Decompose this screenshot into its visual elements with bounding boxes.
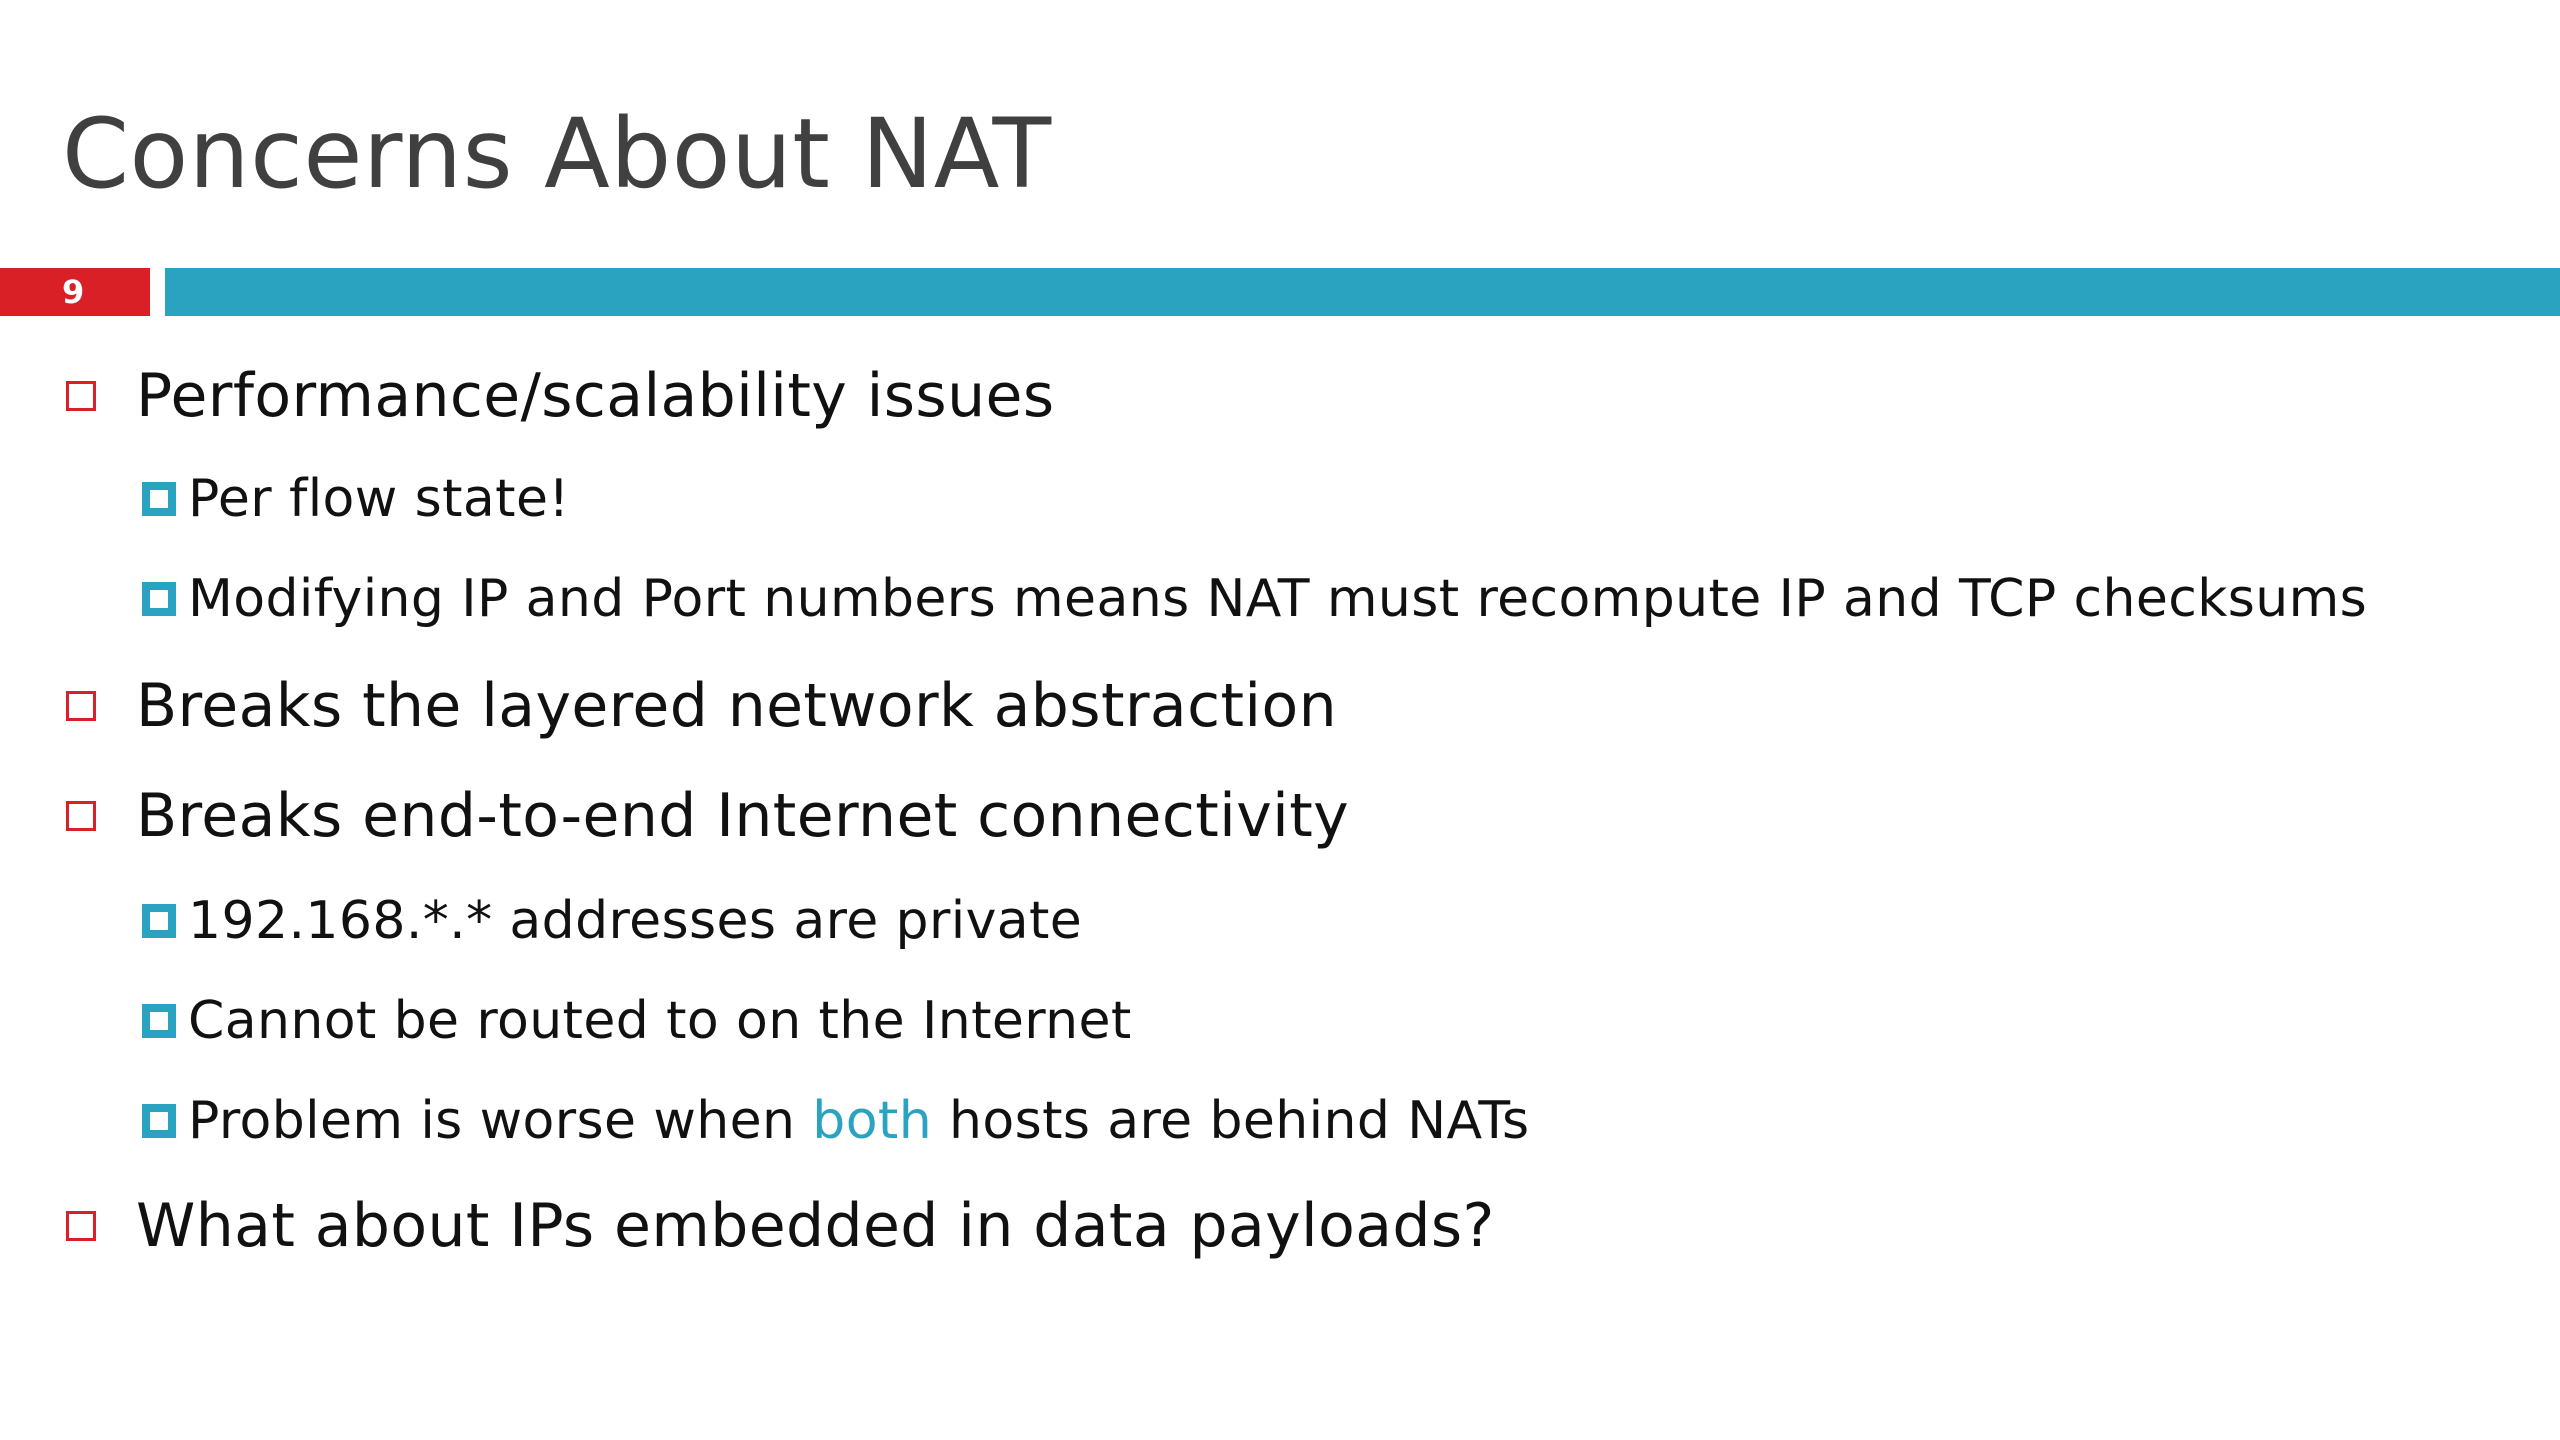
sub-bullet-item (142, 562, 2367, 636)
bullet-item (66, 354, 1054, 438)
square-bullet-icon (66, 691, 96, 721)
bullet-item (66, 1184, 1495, 1268)
sub-bullet-text: 192.168.*.* addresses are private (188, 891, 1083, 951)
slide-title: Concerns About NAT (62, 98, 1052, 210)
bullet-text: Breaks the layered network abstraction (136, 671, 1338, 741)
sub-bullet-text: Modifying IP and Port numbers means NAT must recompute IP and TCP checksums (188, 569, 2368, 629)
highlighted-word: both (812, 1091, 933, 1151)
bullet-text: What about IPs embedded in data payloads? (136, 1191, 1495, 1261)
filled-square-bullet-icon (142, 904, 176, 938)
filled-square-bullet-icon (142, 582, 176, 616)
sub-bullet-item (142, 462, 570, 536)
filled-square-bullet-icon (142, 1004, 176, 1038)
sub-bullet-item (142, 884, 1082, 958)
sub-bullet-text: Per flow state! (188, 469, 570, 529)
header-accent-bar (165, 268, 2560, 316)
square-bullet-icon (66, 381, 96, 411)
square-bullet-icon (66, 1211, 96, 1241)
sub-bullet-text: Cannot be routed to on the Internet (188, 991, 1132, 1051)
square-bullet-icon (66, 801, 96, 831)
sub-bullet-text (188, 1084, 1529, 1158)
bullet-text: Performance/scalability issues (136, 361, 1055, 431)
bullet-item (66, 774, 1349, 858)
sub-bullet-item (142, 1084, 1529, 1158)
sub-bullet-item (142, 984, 1132, 1058)
sub-bullet-text-after: hosts are behind NATs (932, 1091, 1530, 1151)
bullet-text: Breaks end-to-end Internet connectivity (136, 781, 1350, 851)
filled-square-bullet-icon (142, 482, 176, 516)
sub-bullet-text-before: Problem is worse when (188, 1091, 813, 1151)
filled-square-bullet-icon (142, 1104, 176, 1138)
slide-number: 9 (62, 273, 85, 311)
bullet-item (66, 664, 1337, 748)
